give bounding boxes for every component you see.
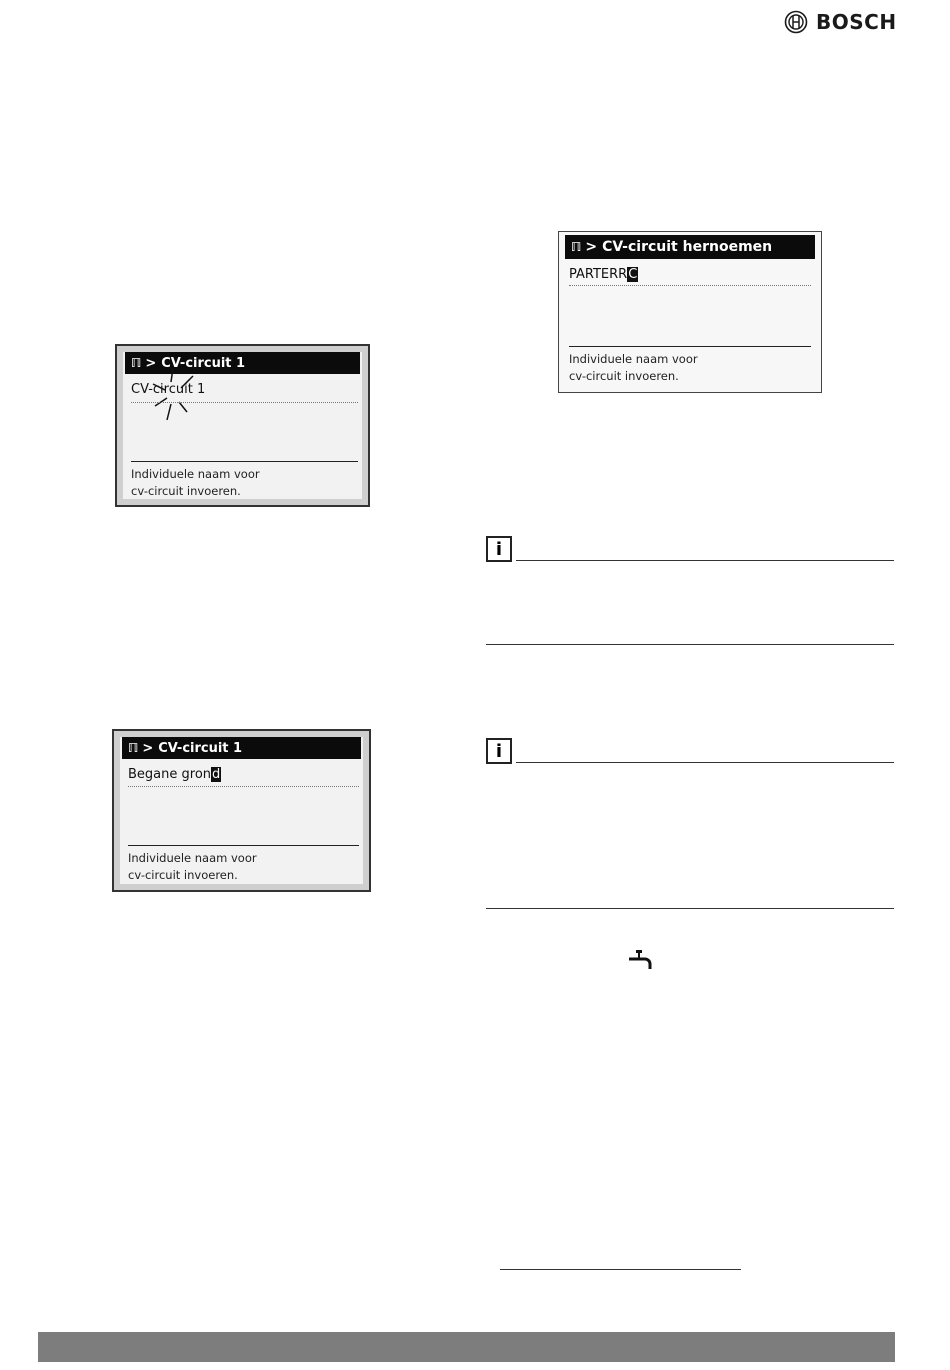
heating-circuit-icon: ℿ	[128, 741, 138, 755]
desc-line-2: cv-circuit invoeren.	[131, 484, 241, 498]
desc-line-1: Individuele naam voor	[569, 352, 698, 366]
input-underline	[569, 285, 811, 286]
screen-title: CV-circuit 1	[158, 740, 243, 756]
info-bottom-rule	[486, 644, 894, 645]
chevron-right-icon: >	[142, 740, 154, 756]
screen-description	[128, 850, 257, 884]
info-top-rule	[516, 560, 894, 561]
screen-title: CV-circuit hernoemen	[602, 239, 773, 255]
info-icon	[486, 536, 512, 562]
display-screen-3	[558, 231, 822, 393]
footer-band	[38, 1332, 895, 1362]
desc-line-1: Individuele naam voor	[128, 851, 257, 865]
info-icon-label: i	[495, 740, 503, 762]
display-screen-2	[112, 729, 371, 892]
heating-circuit-icon: ℿ	[571, 240, 581, 254]
chevron-right-icon: >	[145, 355, 157, 371]
screen-title: CV-circuit 1	[161, 355, 246, 371]
press-burst-icon	[145, 362, 201, 422]
divider	[131, 461, 358, 462]
chevron-right-icon: >	[585, 239, 598, 255]
input-underline	[128, 786, 359, 787]
screen-value[interactable]	[569, 267, 638, 282]
name-text: Begane gron	[128, 767, 212, 782]
info-icon-label: i	[495, 538, 503, 560]
divider	[569, 346, 811, 347]
heating-circuit-icon: ℿ	[131, 356, 141, 370]
brand-name: BOSCH	[816, 10, 897, 34]
screen-header	[122, 737, 361, 759]
input-underline	[131, 402, 358, 403]
name-text: CV-circuit 1	[131, 382, 206, 397]
text-cursor: d	[212, 767, 221, 782]
divider	[128, 845, 359, 846]
screen-description	[569, 351, 698, 385]
hot-water-tap-icon	[628, 949, 652, 971]
desc-line-2: cv-circuit invoeren.	[569, 369, 679, 383]
name-text: PARTERR	[569, 267, 628, 282]
bosch-logo	[784, 8, 897, 36]
info-bottom-rule	[486, 908, 894, 909]
screen-description	[131, 466, 260, 500]
footnote-rule	[500, 1269, 741, 1270]
screen-header	[565, 235, 815, 259]
text-cursor: C	[628, 267, 638, 282]
info-icon	[486, 738, 512, 764]
bosch-armature-icon	[784, 10, 808, 34]
desc-line-2: cv-circuit invoeren.	[128, 868, 238, 882]
info-top-rule	[516, 762, 894, 763]
screen-value[interactable]	[128, 767, 221, 782]
display-screen-1	[115, 344, 370, 507]
desc-line-1: Individuele naam voor	[131, 467, 260, 481]
